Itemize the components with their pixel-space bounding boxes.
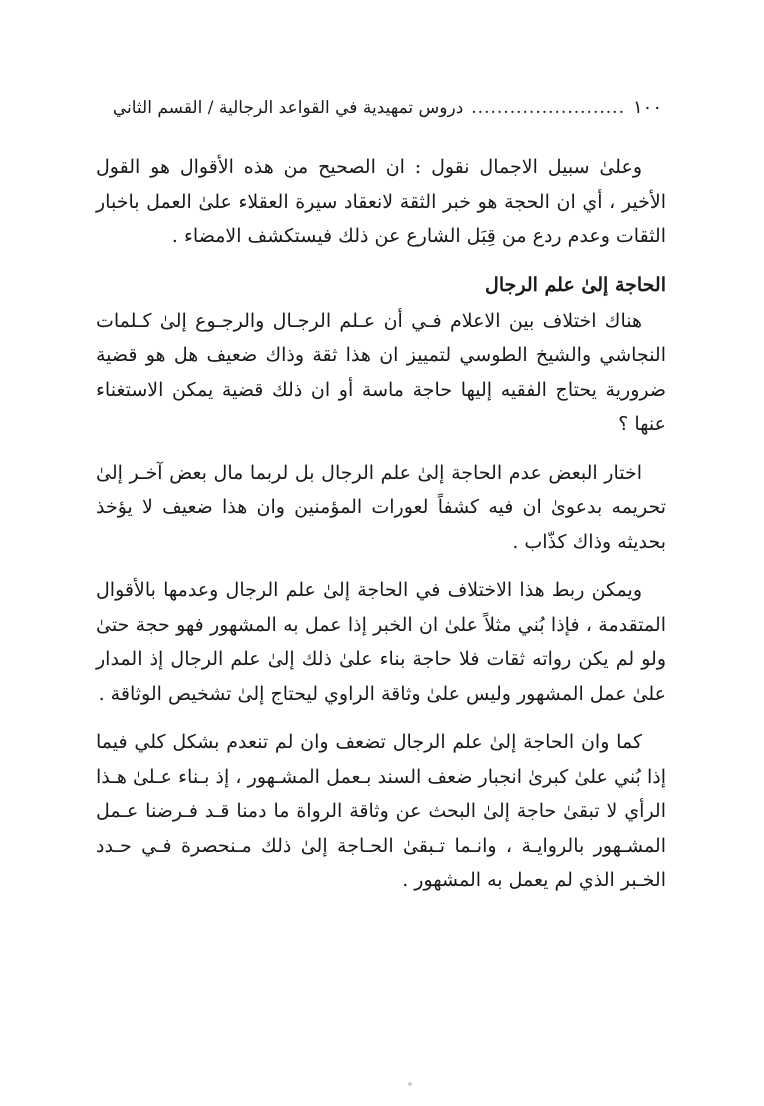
running-header: [96, 96, 662, 120]
page-number: ١٠٠: [632, 97, 662, 118]
paragraph: اختار البعض عدم الحاجة إلىٰ علم الرجال بل لربما مال بعض آخـر إلىٰ تحريمه بدعوىٰ ان فيه كشفاً لعورات المؤمنين وان هذا ضعيف لا يؤخذ بحديثه وذاك كذّاب .: [96, 461, 666, 553]
section-heading: الحاجة إلىٰ علم الرجال: [485, 273, 666, 296]
paragraph: هناك اختلاف بين الاعلام فـي أن عـلم الرجـال والرجـوع إلىٰ كـلمات النجاشي والشيخ الطوسي لتمييز ان هذا ثقة وذاك ضعيف هل هو قضية ضرورية يحتاج الفقيه إليها حاجة ماسة أو ان ذلك قضية يمكن الاستغناء عنها ؟: [96, 309, 666, 435]
paragraph: ويمكن ربط هذا الاختلاف في الحاجة إلىٰ علم الرجال وعدمها بالأقوال المتقدمة ، فإذا بُني مثلاً علىٰ ان الخبر إذا عمل به المشهور فهو حجة حتىٰ ولو لم يكن رواته ثقات فلا حاجة بناء علىٰ ذلك إلىٰ علم الرجال إذ المدار علىٰ عمل المشهور وليس علىٰ وثاقة الراوي ليحتاج إلىٰ تشخيص الوثاقة .: [96, 579, 666, 705]
paragraph: وعلىٰ سبيل الاجمال نقول : ان الصحيح من هذه الأقوال هو القول الأخير ، أي ان الحجة هو خبر الثقة لانعقاد سيرة العقلاء علىٰ العمل باخبار الثقات وعدم ردع من قِبَل الشارع عن ذلك فيستكشف الامضاء .: [96, 156, 666, 247]
paragraph: كما وان الحاجة إلىٰ علم الرجال تضعف وان لم تنعدم بشكل كلي فيما إذا بُني علىٰ كبرىٰ انجبار ضعف السند بـعمل المشـهور ، إذ بـناء عـلىٰ هـذا الرأي لا تبقىٰ حاجة إلىٰ البحث عن وثاقة الرواة ما دمنا قـد فـرضنا عـمل المشـهور بالروايـة ، وانـما تـبقىٰ الحـاجة إلىٰ ذلك مـنحصرة فـي حـدد الخـبر الذي لم يعمل به المشهور .: [96, 731, 666, 891]
header-leader-dots: ........................: [471, 98, 625, 118]
running-title: دروس تمهيدية في القواعد الرجالية / القسم الثاني: [112, 98, 464, 118]
page-body: [96, 150, 666, 912]
scan-speck: [408, 1082, 412, 1086]
